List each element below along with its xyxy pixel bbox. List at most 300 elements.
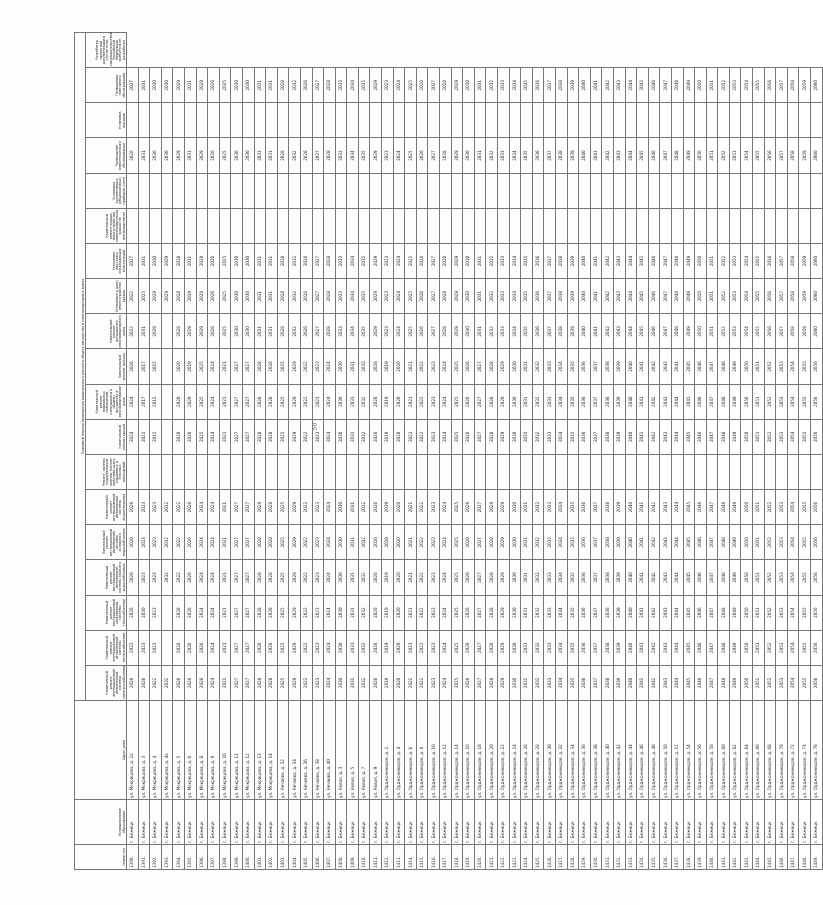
table-cell: 2023 (150, 560, 162, 595)
table-cell: 2017 (138, 349, 150, 384)
table-cell: 2033 (544, 560, 556, 595)
table-row (324, 33, 336, 870)
table-cell: г. Бежецк (787, 800, 799, 845)
table-cell: 2033 (544, 525, 556, 560)
table-cell: 2026 (370, 525, 382, 560)
table-cell: 2051 (706, 279, 718, 314)
table-cell (729, 454, 741, 489)
table-cell: 2027 (127, 243, 139, 278)
table-cell: 2026 (370, 595, 382, 630)
table-cell: 2032 (358, 419, 370, 454)
table-cell (741, 173, 753, 208)
table-cell: 2035 (567, 525, 579, 560)
table-cell: 2058 (787, 68, 799, 103)
table-cell (602, 208, 614, 243)
table-cell: 2031 (138, 138, 150, 173)
table-cell: 2025 (219, 68, 231, 103)
table-cell: 2050 (695, 243, 707, 278)
table-cell: 2026 (300, 314, 312, 349)
table-cell: 2033 (498, 68, 510, 103)
table-cell: 2023 (312, 665, 324, 700)
table-cell (776, 454, 788, 489)
column-header-1: Муниципальное образование (75, 800, 127, 845)
table-cell: 1437. (671, 845, 683, 870)
table-cell: 1408. (335, 845, 347, 870)
table-cell: 2043 (613, 68, 625, 103)
table-cell: 2032 (161, 665, 173, 700)
table-cell: 2038 (602, 595, 614, 630)
table-cell (660, 208, 672, 243)
table-row (440, 33, 452, 870)
table-cell: 2031 (521, 595, 533, 630)
table-row (532, 33, 544, 870)
column-header-14: Утепление и (или) переустройство крыши (86, 279, 127, 314)
table-cell (509, 173, 521, 208)
table-cell (602, 103, 614, 138)
table-cell (695, 208, 707, 243)
table-cell: 2053 (776, 490, 788, 525)
table-cell: 2022 (416, 384, 428, 419)
table-cell: 1444. (753, 845, 765, 870)
table-cell (231, 173, 243, 208)
table-cell (648, 103, 660, 138)
table-cell: 2048 (718, 595, 730, 630)
table-cell: 2035 (567, 630, 579, 665)
table-cell: 2055 (799, 490, 811, 525)
table-cell (671, 208, 683, 243)
table-cell (324, 208, 336, 243)
table-cell: 2030 (335, 595, 347, 630)
table-cell: 2051 (706, 243, 718, 278)
table-cell: 1441. (718, 845, 730, 870)
table-cell: 2028 (254, 595, 266, 630)
table-cell: 1423. (509, 845, 521, 870)
table-cell: 2046 (695, 349, 707, 384)
table-cell (161, 595, 173, 630)
table-cell (613, 454, 625, 489)
table-cell: 2031 (266, 279, 278, 314)
table-cell: 2049 (729, 349, 741, 384)
table-row (787, 33, 799, 870)
table-cell: 2056 (811, 349, 823, 384)
table-cell: г. Бежецк (219, 800, 231, 845)
table-cell: 2052 (764, 419, 776, 454)
table-cell: 2035 (358, 138, 370, 173)
table-cell: 2030 (509, 665, 521, 700)
table-cell: 2034 (555, 560, 567, 595)
table-cell: 2022 (300, 595, 312, 630)
table-cell: 1395. (184, 845, 196, 870)
table-cell: 2046 (695, 490, 707, 525)
column-header-11: Капитальный ремонт подвальных помещений, относящихся к общему имуществу в многоквартирном доме (86, 384, 127, 419)
table-cell (567, 103, 579, 138)
table-cell: 2023 (312, 560, 324, 595)
table-cell: 2021 (219, 419, 231, 454)
table-cell: г. Бежецк (416, 800, 428, 845)
table-cell: 2028 (324, 243, 336, 278)
page-number: 50 (311, 422, 319, 431)
table-cell: 2029 (161, 243, 173, 278)
table-cell: 1402. (266, 845, 278, 870)
table-cell (764, 103, 776, 138)
table-cell: 1414. (405, 845, 417, 870)
table-cell: 2031 (474, 314, 486, 349)
table-cell (451, 208, 463, 243)
table-cell: 2026 (196, 665, 208, 700)
table-cell: 2023 (428, 595, 440, 630)
table-cell: г. Бежецк (161, 800, 173, 845)
table-cell: 2026 (463, 384, 475, 419)
table-cell: 2039 (613, 384, 625, 419)
table-cell: 1419. (463, 845, 475, 870)
table-cell: 2027 (242, 490, 254, 525)
table-cell: 2025 (196, 349, 208, 384)
table-cell: 2052 (718, 243, 730, 278)
table-cell: 2028 (266, 525, 278, 560)
table-cell: 2042 (648, 490, 660, 525)
table-cell: 2027 (474, 560, 486, 595)
table-cell: г. Бежецк (208, 800, 220, 845)
table-cell: 1436. (660, 845, 672, 870)
table-cell: 2026 (416, 138, 428, 173)
table-cell: 2022 (300, 349, 312, 384)
table-cell: 2044 (625, 243, 637, 278)
table-cell: 2050 (695, 68, 707, 103)
table-cell: 2025 (277, 490, 289, 525)
table-cell: 2023 (428, 419, 440, 454)
table-cell: 2044 (671, 595, 683, 630)
table-cell: 2027 (312, 279, 324, 314)
table-cell: 1434. (637, 845, 649, 870)
table-cell: 2028 (486, 490, 498, 525)
table-cell: 2029 (498, 525, 510, 560)
column-header-2: Адрес дома (75, 701, 127, 800)
table-cell (428, 454, 440, 489)
table-cell: 2021 (138, 419, 150, 454)
table-cell: ул. Нечаева, д. 34 (289, 701, 301, 800)
table-cell: ул. Орджоникидзе, д. 14 (451, 701, 463, 800)
table-cell: ул. Мокрецова, д. 10 (219, 701, 231, 800)
table-cell: 2025 (219, 138, 231, 173)
column-header-16: Капитальный ремонт крыши, переустройство невентилируемой крыши на вентилируемую (86, 208, 127, 243)
table-cell (532, 208, 544, 243)
table-cell: 2028 (173, 314, 185, 349)
table-cell: ул. Орджоникидзе, д. 16 (463, 701, 475, 800)
table-cell: 2032 (358, 665, 370, 700)
table-cell: 2043 (613, 279, 625, 314)
table-cell: 2026 (370, 419, 382, 454)
table-cell: 2024 (393, 279, 405, 314)
table-cell (613, 103, 625, 138)
table-cell: 1449. (811, 845, 823, 870)
table-cell (486, 208, 498, 243)
table-cell: 2035 (358, 68, 370, 103)
table-cell: г. Бежецк (637, 800, 649, 845)
column-header-13: Капитальный ремонт фундамента многоквартирного дома (86, 314, 127, 349)
table-cell (312, 173, 324, 208)
table-row (706, 33, 718, 870)
table-cell: 2028 (254, 525, 266, 560)
table-cell: 2025 (451, 630, 463, 665)
table-cell: ул. Орджоникидзе, д. 12 (440, 701, 452, 800)
table-cell: 2029 (161, 279, 173, 314)
table-row (613, 33, 625, 870)
table-cell: 2055 (799, 630, 811, 665)
table-cell: 2038 (555, 68, 567, 103)
table-cell: 2043 (660, 419, 672, 454)
table-cell: 2025 (451, 665, 463, 700)
table-cell: 2056 (811, 595, 823, 630)
table-cell (324, 454, 336, 489)
table-cell (358, 208, 370, 243)
table-cell: 2041 (637, 349, 649, 384)
table-cell (637, 173, 649, 208)
table-cell (196, 173, 208, 208)
table-cell: 2038 (602, 384, 614, 419)
table-cell: 2045 (683, 349, 695, 384)
table-cell: 2035 (521, 243, 533, 278)
table-cell: 2024 (324, 630, 336, 665)
table-cell: 2023 (138, 630, 150, 665)
table-cell: 2022 (127, 314, 139, 349)
table-cell (590, 208, 602, 243)
table-cell (590, 173, 602, 208)
table-cell: 2029 (451, 243, 463, 278)
table-cell: 2030 (161, 68, 173, 103)
table-cell: 1411. (370, 845, 382, 870)
table-cell: г. Бежецк (382, 800, 394, 845)
table-cell: 1398. (219, 845, 231, 870)
table-cell: 2022 (416, 349, 428, 384)
table-cell: 2051 (753, 595, 765, 630)
table-cell: г. Бежецк (370, 800, 382, 845)
table-cell: 1400. (242, 845, 254, 870)
table-cell (254, 208, 266, 243)
table-cell: 2043 (660, 349, 672, 384)
table-cell: 2027 (428, 243, 440, 278)
table-cell: 2032 (486, 68, 498, 103)
table-cell: 2035 (358, 314, 370, 349)
table-cell: 2043 (660, 665, 672, 700)
table-row (196, 33, 208, 870)
table-cell (637, 103, 649, 138)
table-cell: 2035 (521, 138, 533, 173)
table-cell: ул. Мокрецова, д. 4 (150, 701, 162, 800)
table-cell: 2034 (347, 279, 359, 314)
table-cell: 2040 (625, 630, 637, 665)
table-body (127, 33, 823, 870)
table-cell: 2041 (590, 279, 602, 314)
table-cell: 2028 (266, 560, 278, 595)
table-cell: 2027 (242, 665, 254, 700)
table-cell: г. Бежецк (613, 800, 625, 845)
table-cell: 2051 (753, 665, 765, 700)
table-cell: 2027 (428, 68, 440, 103)
table-cell: г. Бежецк (671, 800, 683, 845)
table-cell: 2031 (254, 68, 266, 103)
table-cell: 2029 (498, 630, 510, 665)
table-cell: 2025 (219, 279, 231, 314)
table-cell: 2023 (382, 279, 394, 314)
table-cell: 1415. (416, 845, 428, 870)
table-cell: 2048 (671, 138, 683, 173)
table-cell (474, 173, 486, 208)
table-row (219, 33, 231, 870)
table-cell: ул. Орджоникидзе, д. 76 (811, 701, 823, 800)
table-cell: 2026 (300, 279, 312, 314)
table-cell (138, 454, 150, 489)
table-cell: 2056 (811, 665, 823, 700)
table-cell: 2022 (300, 419, 312, 454)
table-cell: 2029 (196, 68, 208, 103)
table-cell (764, 173, 776, 208)
table-cell: г. Бежецк (266, 800, 278, 845)
table-cell: 2035 (521, 314, 533, 349)
table-cell: 2028 (266, 490, 278, 525)
table-cell: 2029 (370, 138, 382, 173)
table-cell: 2060 (811, 314, 823, 349)
table-cell: 2045 (683, 665, 695, 700)
table-row (231, 33, 243, 870)
table-cell: 2034 (555, 595, 567, 630)
table-cell: г. Бежецк (555, 800, 567, 845)
table-cell (266, 454, 278, 489)
table-cell (208, 208, 220, 243)
table-cell: 2024 (127, 384, 139, 419)
table-cell: 2041 (637, 384, 649, 419)
table-cell: 2057 (776, 243, 788, 278)
table-cell (138, 173, 150, 208)
table-cell (706, 103, 718, 138)
table-cell: 2023 (428, 490, 440, 525)
table-cell: 2029 (150, 314, 162, 349)
table-row (370, 33, 382, 870)
table-cell: 2023 (312, 384, 324, 419)
table-cell: 2019 (382, 595, 394, 630)
table-cell: 2036 (532, 279, 544, 314)
table-cell (741, 454, 753, 489)
table-cell: 2051 (753, 525, 765, 560)
table-cell: ул. Орджоникидзе, д. 8 (416, 701, 428, 800)
table-cell: 2056 (811, 630, 823, 665)
table-cell: 2030 (463, 68, 475, 103)
table-cell: 2028 (486, 525, 498, 560)
table-cell: 2060 (811, 279, 823, 314)
table-cell: 1413. (393, 845, 405, 870)
table-cell: 2050 (741, 419, 753, 454)
table-cell: г. Бежецк (173, 800, 185, 845)
table-cell: ул. Мокрецова, д. 11 (231, 701, 243, 800)
table-cell (474, 103, 486, 138)
table-cell: 2053 (776, 665, 788, 700)
table-row (753, 33, 765, 870)
table-cell (579, 173, 591, 208)
table-cell: 2022 (416, 630, 428, 665)
table-cell: 2047 (706, 384, 718, 419)
table-cell: 2028 (254, 630, 266, 665)
table-cell: 2028 (277, 243, 289, 278)
table-cell (521, 454, 533, 489)
table-cell: 2024 (440, 525, 452, 560)
table-cell: г. Бежецк (590, 800, 602, 845)
table-cell: 2029 (289, 560, 301, 595)
table-cell: 2028 (324, 279, 336, 314)
table-cell: 2026 (370, 630, 382, 665)
table-cell: 2059 (799, 68, 811, 103)
table-cell (208, 103, 220, 138)
table-cell: 2021 (405, 419, 417, 454)
table-cell (602, 173, 614, 208)
table-cell: 2053 (776, 419, 788, 454)
table-cell: ул. Орджоникидзе, д. 62 (729, 701, 741, 800)
table-cell: ул. Орджоникидзе, д. 54 (683, 701, 695, 800)
table-cell (335, 173, 347, 208)
table-cell: 2037 (590, 630, 602, 665)
table-cell (544, 454, 556, 489)
table-cell: 2058 (787, 243, 799, 278)
table-cell: 2039 (567, 314, 579, 349)
table-cell (741, 208, 753, 243)
table-cell: 2026 (370, 384, 382, 419)
table-cell (127, 454, 139, 489)
table-cell: 2023 (428, 665, 440, 700)
table-cell: 2054 (741, 68, 753, 103)
table-cell: 2027 (231, 490, 243, 525)
table-cell: 2039 (613, 525, 625, 560)
table-cell: 2030 (242, 243, 254, 278)
table-cell: 2043 (613, 243, 625, 278)
table-cell (555, 208, 567, 243)
table-row (405, 33, 417, 870)
table-cell: 2030 (150, 243, 162, 278)
table-cell (370, 173, 382, 208)
table-cell: 2026 (416, 314, 428, 349)
table-cell: 2027 (312, 138, 324, 173)
table-cell: 2025 (451, 490, 463, 525)
table-cell (127, 173, 139, 208)
table-cell: 2030 (242, 68, 254, 103)
table-cell (532, 103, 544, 138)
table-cell: 2031 (521, 630, 533, 665)
table-cell: 2036 (579, 595, 591, 630)
table-cell: 2056 (764, 138, 776, 173)
table-cell: 2045 (637, 68, 649, 103)
table-cell: 2026 (300, 243, 312, 278)
table-cell: 2054 (787, 560, 799, 595)
table-cell: 2033 (498, 243, 510, 278)
table-cell: 2053 (776, 560, 788, 595)
table-cell (590, 454, 602, 489)
table-cell: 2050 (741, 490, 753, 525)
table-cell: г. Бежецк (358, 800, 370, 845)
table-cell: ул. Мокрецова, д. 12 (242, 701, 254, 800)
table-cell: 2056 (811, 560, 823, 595)
table-row (648, 33, 660, 870)
table-cell: 2054 (741, 314, 753, 349)
table-cell: г. Бежецк (660, 800, 672, 845)
table-cell: 2031 (254, 279, 266, 314)
table-cell: 2026 (463, 525, 475, 560)
table-cell: 2046 (695, 665, 707, 700)
table-cell: 2020 (393, 525, 405, 560)
table-cell: 2031 (266, 138, 278, 173)
table-cell: 2040 (579, 68, 591, 103)
table-cell: 2031 (254, 138, 266, 173)
table-cell: 2022 (300, 384, 312, 419)
table-cell: 2054 (741, 243, 753, 278)
table-cell: 2027 (474, 665, 486, 700)
table-cell: 2036 (532, 243, 544, 278)
